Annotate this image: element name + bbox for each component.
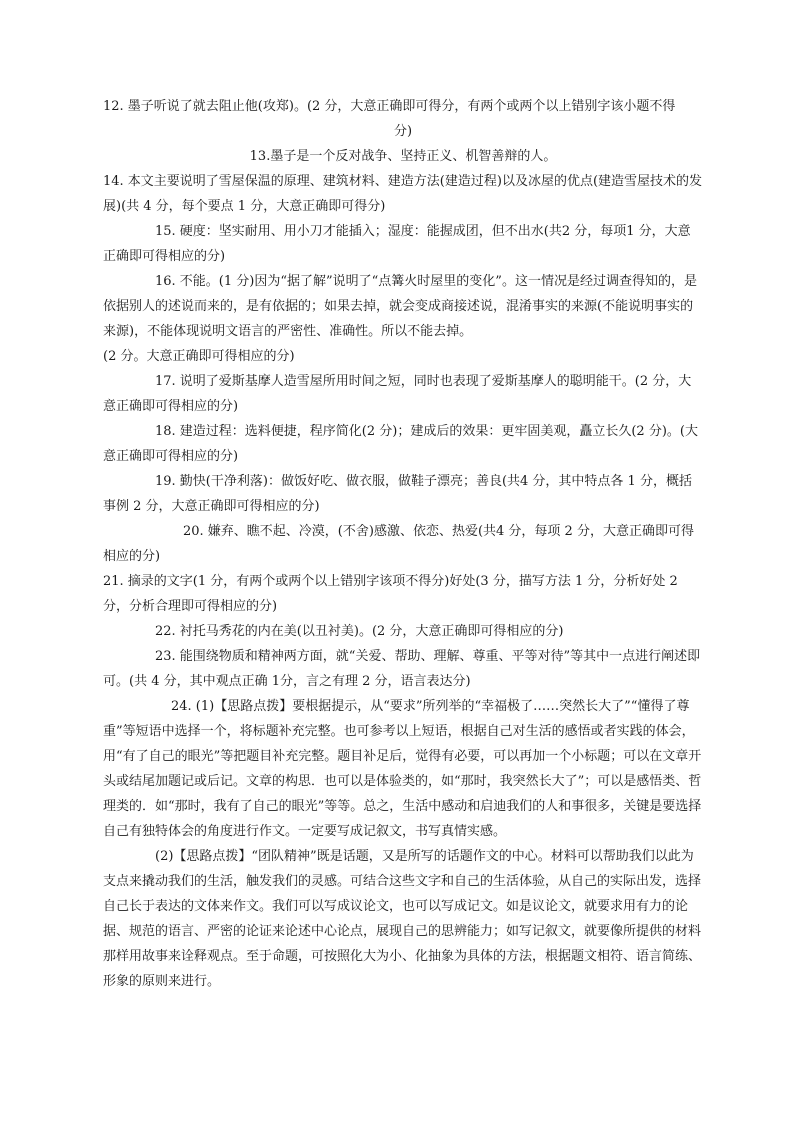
answer-22: 22. 衬托马秀花的内在美(以丑衬美)。(2 分，大意正确即可得相应的分) xyxy=(155,624,564,639)
answer-12-continuation: 分) xyxy=(393,124,413,139)
answer-15: 15. 硬度：坚实耐用、用小刀才能插入；湿度：能握成团，但不出水(共2 分，每项1 分，大意正确即可得相应的分) xyxy=(103,224,691,264)
answer-12: 12. 墨子听说了就去阻止他(攻郑)。(2 分，大意正确即可得分，有两个或两个以上错别字该小题不得 xyxy=(103,99,676,114)
answer-21: 21. 摘录的文字(1 分，有两个或两个以上错别字该项不得分)好处(3 分，描写方法 1 分，分析好处 2 分，分析合理即可得相应的分) xyxy=(103,574,678,614)
answer-16: 16. 不能。(1 分)因为“据了解”说明了“点篝火时屋里的变化”。这一情况是经过调查得知的，是依据别人的述说而来的，是有依据的；如果去掉，就会变成商接述说，混淆事实的来源(不能说明事实的来源)，不能体现说明文语言的严密性、准确性。所以不能去掉。 xyxy=(103,274,697,339)
answer-24-part-1: 24. (1)【思路点拨】要根据提示，从“要求”所列举的“幸福极了……突然长大了”“懂得了尊重”等短语中选择一个，将标题补充完整。也可参考以上短语，根据自己对生活的感悟或者实践的体会，用“有了自己的眼光”等把题目补充完整。题目补足后，觉得有必要，可以再加一个小标题；可以在文章开头或结尾加题记或后记。文章的构思．也可以是体验类的，如“那时，我突然长大了”；可以是感悟类、哲理类的．如“那时，我有了自己的眼光”等等。总之，生活中感动和启迪我们的人和事很多，关键是要选择自己有独特体会的角度进行作文。一定要写成记叙文，书写真情实感。 xyxy=(103,699,702,839)
answer-13: 13.墨子是一个反对战争、坚持正义、机智善辩的人。 xyxy=(249,149,557,164)
answer-23: 23. 能围绕物质和精神两方面，就“关爱、帮助、理解、尊重、平等对待”等其中一点进行阐述即可。(共 4 分，其中观点正确 1分，言之有理 2 分，语言表达分) xyxy=(103,649,701,689)
answer-20: 20. 嫌弃、瞧不起、冷漠，(不舍)感激、依恋、热爱(共4 分，每项 2 分，大意正确即可得相应的分) xyxy=(103,524,694,564)
answer-24-part-2: (2)【思路点拨】“团队精神”既是话题，又是所写的话题作文的中心。材料可以帮助我们以此为支点来撬动我们的生活，触发我们的灵感。可结合这些文字和自己的生活体验，从自己的实际出发，选择自己长于表达的文体来作文。我们可以写成议论文，也可以写成记文。如是议论文，就要求用有力的论据、规范的语言、严密的论证来论述中心论点，展现自己的思辨能力；如写记叙文，就要像所提供的材料那样用故事来诠释观点。至于命题，可按照化大为小、化抽象为具体的方法，根据题文相符、语言简练、形象的原则来进行。 xyxy=(103,849,702,989)
answer-16-score: (2 分。大意正确即可得相应的分) xyxy=(103,349,295,364)
answer-key-document xyxy=(103,94,703,994)
answer-17: 17. 说明了爱斯基摩人造雪屋所用时间之短，同时也表现了爱斯基摩人的聪明能干。(2 分，大意正确即可得相应的分) xyxy=(103,374,692,414)
answer-14: 14. 本文主要说明了雪屋保温的原理、建筑材料、建造方法(建造过程)以及冰屋的优点(建造雪屋技术的发展)(共 4 分，每个要点 1 分，大意正确即可得分) xyxy=(103,174,703,214)
answer-18: 18. 建造过程：选料便捷，程序简化(2 分)；建成后的效果：更牢固美观，矗立长久(2 分)。(大意正确即可得相应的分) xyxy=(103,424,698,464)
answer-19: 19. 勤快(干净利落)：做饭好吃、做衣服，做鞋子漂亮；善良(共4 分，其中特点各 1 分，概括事例 2 分，大意正确即可得相应的分) xyxy=(103,474,692,514)
